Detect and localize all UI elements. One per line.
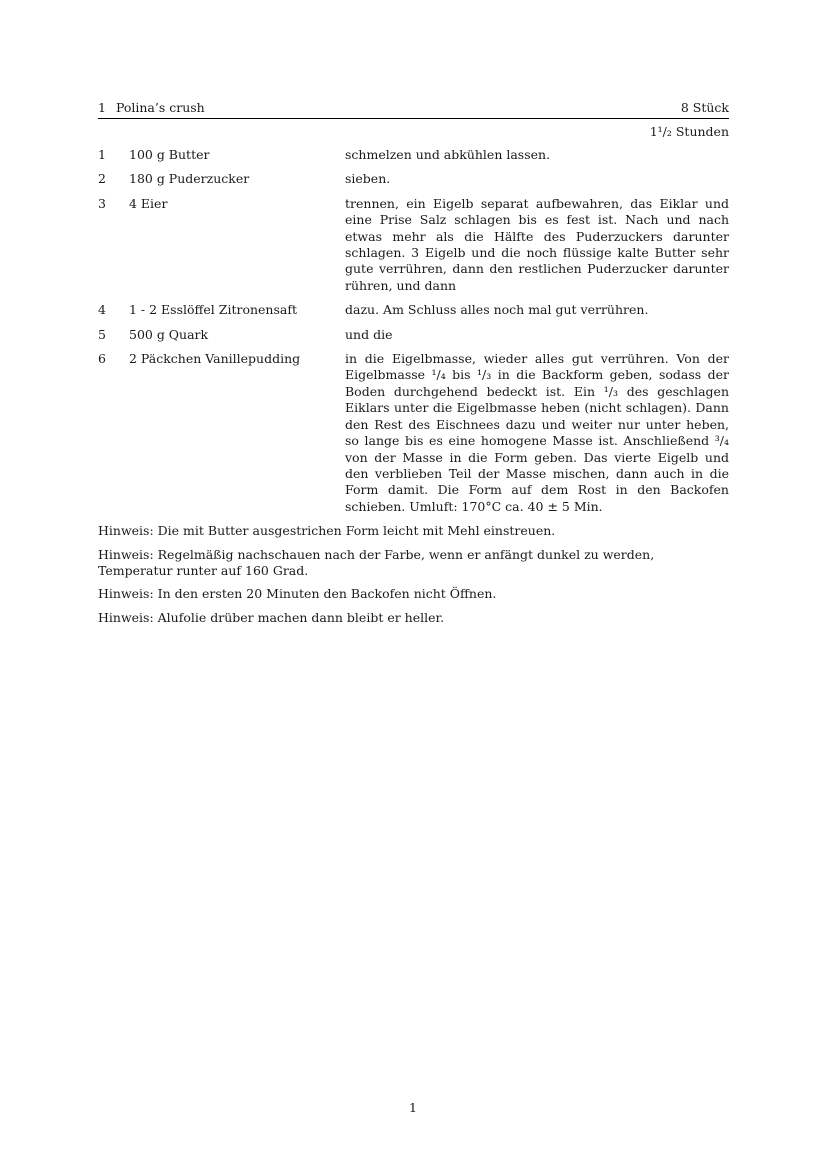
recipe-header [98, 100, 729, 119]
step-ingredient: 100 g Butter [129, 147, 210, 162]
recipe-steps [98, 147, 729, 515]
step-ingredient: 180 g Puderzucker [129, 171, 250, 187]
step-number: 3 [98, 195, 106, 211]
recipe-servings: 8 Stück [680, 100, 729, 115]
step-instruction: trennen, ein Eigelb separat aufbewahren, das Eiklar und eine Prise Salz schlagen bis es fest ist. Nach und nach etwas mehr als die Hälfte des Puderzuckers darunter schlagen. 3 Eigelb und die noch flüssige kalte Butter sehr gute verrühren, dann den restlichen Puderzucker darunter rühren, und dann [345, 195, 729, 293]
step-number: 4 [98, 302, 106, 318]
step-number: 1 [98, 147, 106, 162]
step-instruction: und die [345, 326, 393, 342]
recipe-step [98, 196, 729, 294]
recipe-step [98, 302, 729, 318]
step-number: 6 [98, 351, 106, 367]
recipe-step [98, 351, 729, 515]
recipe-step [98, 171, 729, 187]
recipe-note: Hinweis: Alufolie drüber machen dann bleibt er heller. [98, 609, 445, 625]
recipe-time: 1¹/₂ Stunden [649, 124, 729, 139]
recipe-note: Hinweis: Regelmäßig nachschauen nach der Farbe, wenn er anfängt dunkel zu werden, Temperatur runter auf 160 Grad. [98, 546, 655, 578]
step-instruction: in die Eigelbmasse, wieder alles gut verrühren. Von der Eigelbmasse ¹/₄ bis ¹/₃ in die Backform geben, sodass der Boden durchgehend bedeckt ist. Ein ¹/₃ des geschlagen Eiklars unter die Eigelbmasse heben (nicht schlagen). Dann den Rest des Eischnees dazu und weiter nur unter heben, so lange bis es eine homogene Masse ist. Anschließend ³/₄ von der Masse in die Form geben. Das vierte Eigelb und den verblieben Teil der Masse mischen, dann auch in die Form damit. Die Form auf dem Rost in den Backofen schieben. Umluft: 170°C ca. 40 ± 5 Min. [345, 351, 729, 514]
step-instruction: schmelzen und abkühlen lassen. [345, 147, 551, 162]
step-instruction: sieben. [345, 171, 391, 187]
recipe-title: Polina’s crush [115, 100, 205, 115]
recipe-step [98, 327, 729, 343]
step-ingredient: 2 Päckchen Vanillepudding [129, 351, 301, 367]
step-number: 5 [98, 326, 106, 342]
step-number: 2 [98, 171, 106, 187]
step-ingredient: 500 g Quark [129, 326, 209, 342]
recipe-number: 1 [98, 100, 106, 115]
step-ingredient: 4 Eier [129, 195, 168, 211]
page-number: 1 [409, 1100, 417, 1115]
recipe-title-group [98, 100, 215, 116]
step-instruction: dazu. Am Schluss alles noch mal gut verrühren. [345, 302, 649, 318]
recipe-step [98, 147, 729, 163]
recipe-note: Hinweis: Die mit Butter ausgestrichen Form leicht mit Mehl einstreuen. [98, 523, 556, 539]
step-ingredient: 1 - 2 Esslöffel Zitronensaft [129, 302, 297, 318]
recipe-notes [98, 523, 729, 626]
recipe-page [98, 100, 729, 633]
recipe-note: Hinweis: In den ersten 20 Minuten den Backofen nicht Öffnen. [98, 586, 497, 602]
